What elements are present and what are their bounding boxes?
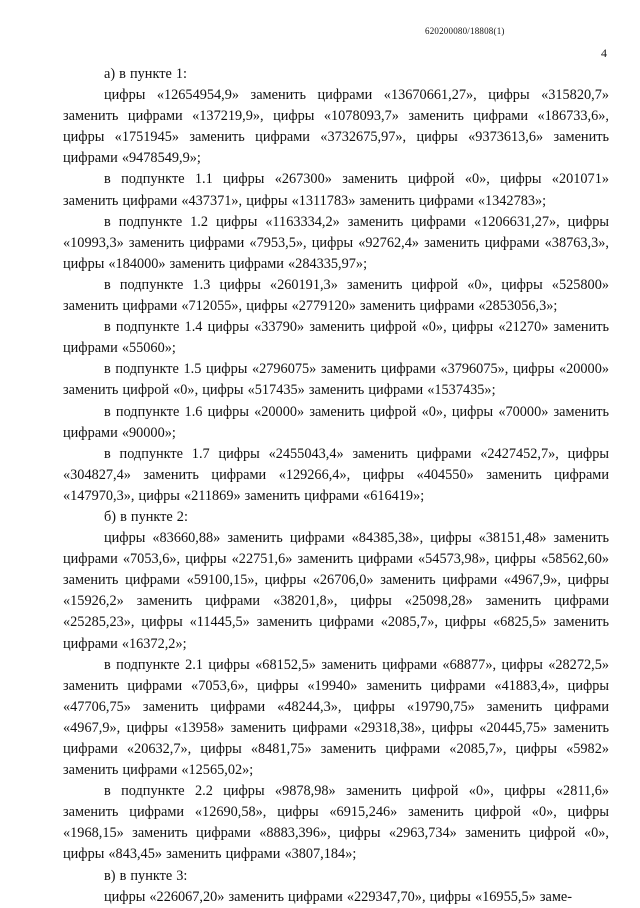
paragraph-subitem-1-7: в подпункте 1.7 цифры «2455043,4» заменить цифрами «2427452,7», цифры «304827,4» заменить цифрами «129266,4», цифры «404550» заменить цифрами «147970,3», цифры «211869» заменить цифрами «616419»; <box>63 445 609 504</box>
paragraph-item-v-heading: в) в пункте 3: <box>104 867 188 884</box>
paragraph-subitem-1-1: в подпункте 1.1 цифры «267300» заменить цифрой «0», цифры «201071» заменить цифрами «437371», цифры «1311783» заменить цифрами «1342783»; <box>63 171 609 209</box>
paragraph-item-a-heading: а) в пункте 1: <box>104 66 188 82</box>
paragraph-subitem-1-4: в подпункте 1.4 цифры «33790» заменить цифрой «0», цифры «21270» заменить цифрами «55060»; <box>63 319 609 357</box>
page-number: 4 <box>601 46 607 60</box>
paragraph-item-3-figures: цифры «226067,20» заменить цифрами «229347,70», цифры «16955,5» заме- <box>104 888 572 905</box>
paragraph-item-b-heading: б) в пункте 2: <box>104 508 188 525</box>
document-body <box>63 64 609 908</box>
paragraph-subitem-1-5: в подпункте 1.5 цифры «2796075» заменить цифрами «3796075», цифры «20000» заменить цифрой «0», цифры «517435» заменить цифрами «1537435»; <box>63 361 609 399</box>
paragraph-subitem-1-2: в подпункте 1.2 цифры «1163334,2» заменить цифрами «1206631,27», цифры «10993,3» заменить цифрами «7953,5», цифры «92762,4» заменить цифрами «38763,3», цифры «184000» заменить цифрами «284335,97»; <box>63 213 609 272</box>
paragraph-subitem-2-1: в подпункте 2.1 цифры «68152,5» заменить цифрами «68877», цифры «28272,5» заменить цифрами «7053,6», цифры «19940» заменить цифрами «41883,4», цифры «47706,75» заменить цифрами «48244,3», цифры «19790,75» заменить цифрами «4967,9», цифры «13958» заменить цифрами «29318,38», цифры «20445,75» заменить цифрами «20632,7», цифры «8481,75» заменить цифрами «2085,7», цифры «5982» заменить цифрами «12565,02»; <box>63 656 609 779</box>
paragraph-subitem-1-6: в подпункте 1.6 цифры «20000» заменить цифрой «0», цифры «70000» заменить цифрами «90000»; <box>63 403 609 441</box>
paragraph-subitem-1-3: в подпункте 1.3 цифры «260191,3» заменить цифрой «0», цифры «525800» заменить цифрами «712055», цифры «2779120» заменить цифрами «2853056,3»; <box>63 276 609 315</box>
paragraph-item-2-figures: цифры «83660,88» заменить цифрами «84385,38», цифры «38151,48» заменить цифрами «7053,6», цифры «22751,6» заменить цифрами «54573,98», цифры «58562,60» заменить цифрами «59100,15», цифры «26706,0» заменить цифрами «4967,9», цифры «15926,2» заменить цифрами «38201,8», цифры «25098,28» заменить цифрами «25285,23», цифры «11445,5» заменить цифрами «2085,7», цифры «6825,5» заменить цифрами «16372,2»; <box>63 530 609 652</box>
paragraph-subitem-2-2: в подпункте 2.2 цифры «9878,98» заменить цифрой «0», цифры «2811,6» заменить цифрами «12690,58», цифры «6915,246» заменить цифрой «0», цифры «1968,15» заменить цифрами «8883,396», цифры «2963,734» заменить цифрой «0», цифры «843,45» заменить цифрами «3807,184»; <box>63 783 609 863</box>
document-number: 620200080/18808(1) <box>425 26 505 36</box>
paragraph-item-1-figures: цифры «12654954,9» заменить цифрами «13670661,27», цифры «315820,7» заменить цифрами «137219,9», цифры «1078093,7» заменить цифрами «186733,6», цифры «1751945» заменить цифрами «3732675,97», цифры «9373613,6» заменить цифрами «9478549,9»; <box>63 87 609 167</box>
